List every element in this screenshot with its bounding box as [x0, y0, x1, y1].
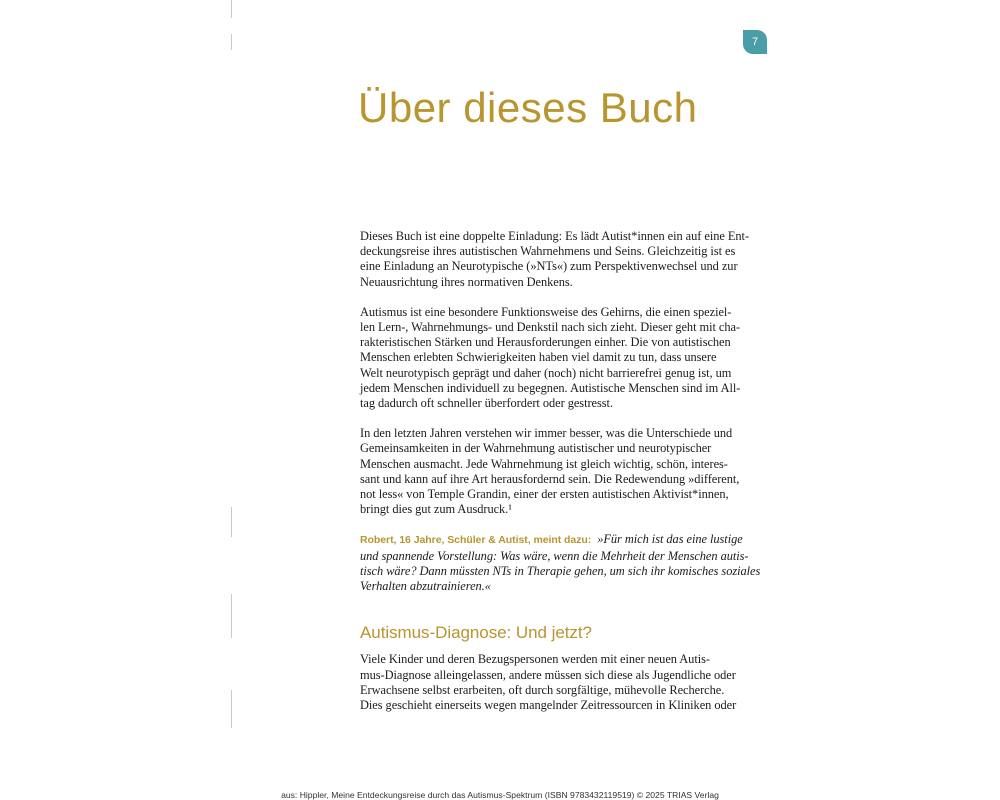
paragraph-invitation	[360, 229, 750, 290]
text-line: eine Einladung an Neurotypische (»NTs«) zum Perspektivenwechsel und zur	[360, 259, 738, 274]
text-line: Erwachsene selbst erarbeiten, oft durch sorgfältige, mühevolle Recherche.	[360, 682, 725, 697]
text-line: Dieses Buch ist eine doppelte Einladung: Es lädt Autist*innen ein auf eine Ent-	[360, 229, 750, 243]
paragraph-perception	[360, 426, 740, 517]
text-line: deckungsreise ihres autistischen Wahrnehmens und Seins. Gleichzeitig ist es	[360, 244, 736, 259]
text-line: len Lern-, Wahrnehmungs- und Denkstil nach sich zieht. Dieser geht mit cha-	[360, 320, 741, 335]
paragraph-autism-definition	[360, 305, 740, 411]
text-line: Viele Kinder und deren Bezugspersonen werden mit einer neuen Autis-	[360, 652, 710, 667]
text-line: mus-Diagnose alleingelassen, andere müssen sich diese als Jugendliche oder	[360, 667, 736, 682]
quote-line: Verhalten abzutrainieren.«	[360, 579, 491, 594]
text-line: Menschen erlebten Schwierigkeiten haben viel damit zu tun, dass unsere	[360, 350, 717, 365]
quote-first-line	[360, 532, 743, 548]
text-line: Dies geschieht einerseits wegen mangelnder Zeitressourcen in Kliniken oder	[360, 698, 737, 713]
quote-line: tisch wäre? Dann müssten NTs in Therapie gehen, um sich ihr komisches soziales	[360, 563, 761, 578]
text-line: In den letzten Jahren verstehen wir immer besser, was die Unterschiede und	[360, 426, 733, 441]
text-line: Autismus ist eine besondere Funktionsweise des Gehirns, die einen speziel-	[360, 304, 732, 319]
page-title: Über dieses Buch	[358, 84, 698, 131]
quote-line: und spannende Vorstellung: Was wäre, wenn die Mehrheit der Menschen autis-	[360, 548, 749, 563]
text-line: bringt dies gut zum Ausdruck.¹	[360, 502, 512, 517]
text-line: rakteristischen Stärken und Herausforderungen einher. Die von autistischen	[360, 335, 731, 350]
paragraph-diagnosis	[360, 652, 740, 713]
section-heading: Autismus-Diagnose: Und jetzt?	[360, 623, 592, 643]
quote-text: »Für mich ist das eine lustige	[597, 532, 743, 547]
gutter-mark	[231, 690, 232, 728]
text-line: sant und kann auf ihre Art herausfordernd sein. Die Redewendung »different,	[360, 471, 740, 486]
gutter-mark	[231, 34, 232, 50]
gutter-mark	[231, 594, 232, 638]
quote-speaker: Robert, 16 Jahre, Schüler & Autist, meint dazu:	[360, 534, 592, 547]
text-line: not less« von Temple Grandin, einer der ersten autistischen Aktivist*innen,	[360, 487, 729, 502]
text-line: Welt neurotypisch geprägt und daher (noch) nicht barrierefrei genug ist, um	[360, 365, 732, 380]
quote-block	[360, 532, 761, 594]
copyright-footer: aus: Hippler, Meine Entdeckungsreise durch das Autismus-Spektrum (ISBN 9783432119519) © 2025 TRIAS Verlag	[281, 790, 719, 800]
page-number-badge: 7	[743, 30, 767, 54]
text-line: Gemeinsamkeiten in der Wahrnehmung autistischer und neurotypischer	[360, 441, 712, 456]
text-line: tag dadurch oft schneller überfordert oder gestresst.	[360, 396, 613, 411]
gutter-mark	[231, 507, 232, 537]
gutter-mark	[231, 0, 232, 18]
body-text	[360, 229, 761, 728]
text-line: jedem Menschen individuell zu begegnen. Autistische Menschen sind im All-	[360, 380, 741, 395]
text-line: Neuausrichtung ihres normativen Denkens.	[360, 274, 573, 289]
text-line: Menschen ausmacht. Jede Wahrnehmung ist gleich wichtig, schön, interes-	[360, 456, 728, 471]
